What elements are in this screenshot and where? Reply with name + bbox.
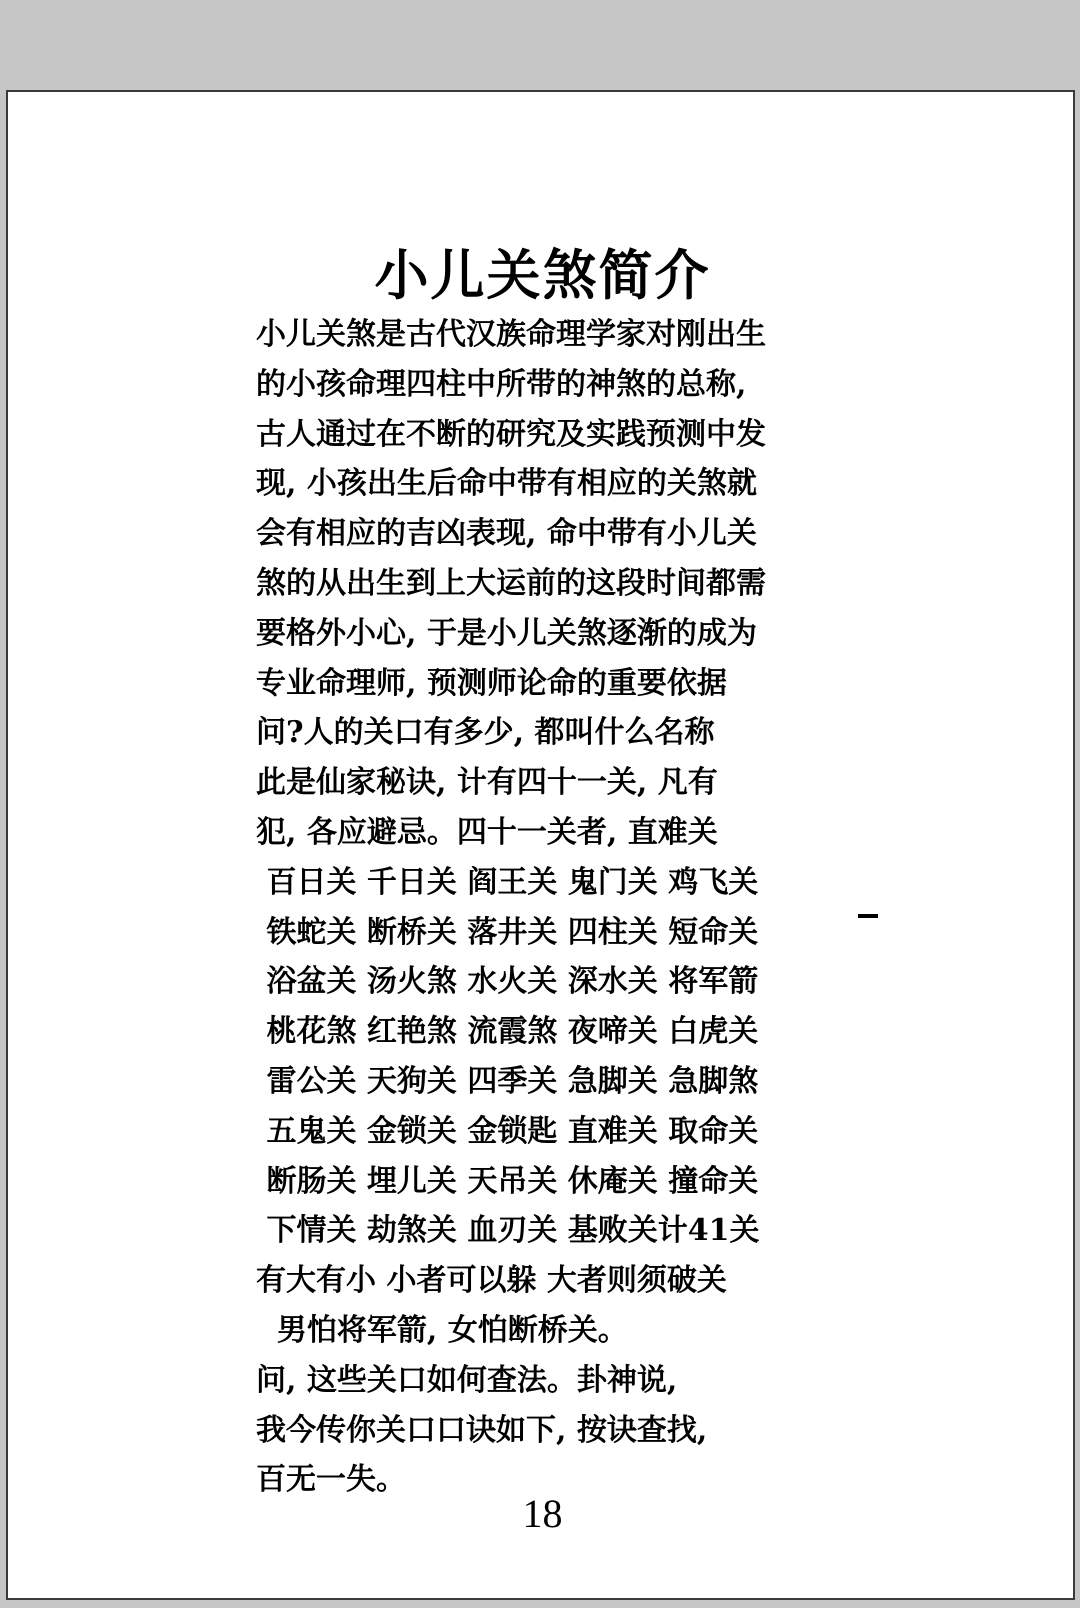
- text-line: 桃花煞 红艳煞 流霞煞 夜啼关 白虎关: [256, 1014, 759, 1050]
- text-line: 五鬼关 金锁关 金锁匙 直难关 取命关: [256, 1113, 759, 1149]
- text-line: 有大有小 小者可以躲 大者则须破关: [256, 1263, 727, 1299]
- text-line: 铁蛇关 断桥关 落井关 四柱关 短命关: [256, 914, 759, 950]
- scan-top-band: [0, 0, 1080, 90]
- text-line: 断肠关 埋儿关 天吊关 休庵关 撞命关: [256, 1163, 759, 1199]
- text-line: 会有相应的吉凶表现, 命中带有小儿关: [256, 516, 757, 552]
- text-line: 古人通过在不断的研究及实践预测中发: [256, 416, 766, 452]
- page-number: 18: [522, 1491, 563, 1536]
- text-line: 小儿关煞是古代汉族命理学家对刚出生: [256, 317, 766, 352]
- text-line: 雷公关 天狗关 四季关 急脚关 急脚煞: [256, 1063, 759, 1099]
- text-line: 此是仙家秘诀, 计有四十一关, 凡有: [256, 765, 718, 801]
- page-title: 小儿关煞简介: [374, 243, 711, 307]
- body-text: [256, 310, 846, 1505]
- text-line: 问, 这些关口如何查法。卦神说,: [256, 1362, 678, 1398]
- text-line: 犯, 各应避忌。四十一关者, 直难关: [256, 814, 718, 850]
- text-line: 专业命理师, 预测师论命的重要依据: [256, 665, 727, 701]
- text-line: 百无一失。: [256, 1462, 406, 1498]
- scan-mark: [858, 914, 878, 918]
- text-line: 的小孩命理四柱中所带的神煞的总称,: [256, 366, 747, 402]
- text-line: 要格外小心, 于是小儿关煞逐渐的成为: [256, 615, 757, 651]
- text-line: 浴盆关 汤火煞 水火关 深水关 将军箭: [256, 964, 759, 1000]
- text-line: 现, 小孩出生后命中带有相应的关煞就: [256, 466, 757, 502]
- book-page: [6, 90, 1075, 1600]
- text-line: 煞的从出生到上大运前的这段时间都需: [256, 565, 766, 601]
- text-line: 男怕将军箭, 女怕断桥关。: [256, 1312, 628, 1348]
- text-line: 我今传你关口口诀如下, 按诀查找,: [256, 1412, 708, 1448]
- text-line: 问?人的关口有多少, 都叫什么名称: [256, 715, 715, 751]
- text-line: 百日关 千日关 阎王关 鬼门关 鸡飞关: [256, 864, 759, 900]
- text-line: 下情关 劫煞关 血刃关 基败关计41关: [256, 1213, 760, 1249]
